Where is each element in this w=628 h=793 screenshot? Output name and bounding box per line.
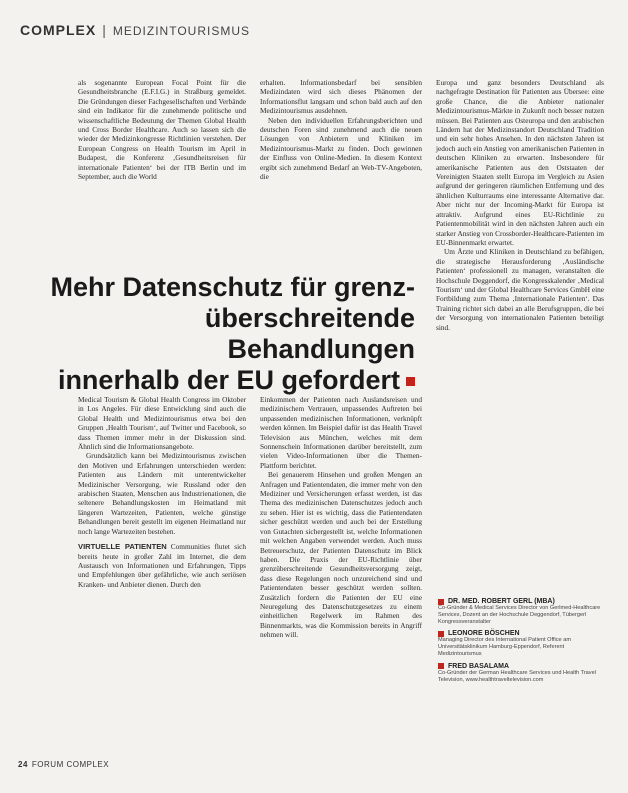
author-box bbox=[438, 598, 608, 688]
top-column-1 bbox=[78, 78, 246, 181]
page-footer bbox=[18, 760, 109, 769]
author-name: DR. MED. ROBERT GERL (MBA) bbox=[448, 598, 555, 605]
bottom-column-2 bbox=[260, 395, 422, 640]
headline-line-1: Mehr Datenschutz für grenz- bbox=[50, 272, 415, 302]
magazine-brand: COMPLEX bbox=[20, 22, 97, 38]
bottom-col1-after-subhead: Communities flutet sich bereits heute in großer Zahl im Internet, die dem Austausch von Informationen und Erfahrungen, Tipps und Empfehlungen über gefährliche, wie auch seriösen Kranken- und Anbieter dienen. Durch den bbox=[78, 542, 246, 589]
author-name: LEONORE BÖSCHEN bbox=[448, 630, 520, 638]
section-title: MEDIZINTOURISMUS bbox=[112, 24, 250, 38]
author-entry bbox=[438, 598, 608, 625]
subheading-virtuelle-patienten: VIRTUELLE PATIENTEN bbox=[78, 542, 167, 552]
right-col-paragraph-2: Um Ärzte und Kliniken in Deutschland zu befähigen, die strategische Herausforderung ‚Ausländische Patienten‘ professionell zu managen, veranstalten die Hochschule Deggendorf, die Kongresskalender ‚Medical Tourism‘ und der Global Healthcare Services GmbH eine Fortbildung zum Thema ‚Internationale Patienten‘. Das Training richtet sich dabei an alle Berufsgruppen, die bei der Versorgung von internationalen Patienten beteiligt sind. bbox=[436, 247, 604, 332]
red-bullet-icon bbox=[438, 631, 444, 637]
header-separator: | bbox=[102, 22, 107, 38]
bottom-col1-paragraph-3 bbox=[78, 542, 246, 589]
page-number: 24 bbox=[18, 760, 28, 769]
bottom-col1-paragraph-2: Grundsätzlich kann bei Medizintourismus zwischen den Motiven und Erfahrungen unterschieden werden: Patienten aus Ländern mit unterentwickelter Medizinischer Versorgung, wie Russland oder den arabischen Staaten, Menschen aus Industrienationen, die seltenere Behandlungskosten im Heimatland mit längeren Wartezeiten, Patienten, welche günstige Behandlungen bereit gestellt im eigenen Heimatland nur noch lange Wartezeiten bestehen. bbox=[78, 451, 246, 536]
headline-line-3: innerhalb der EU gefordert bbox=[57, 365, 400, 395]
bottom-column-1 bbox=[78, 395, 246, 589]
top-col1-paragraph: als sogenannte European Focal Point für die Gesundheitsbranche (E.F.I.G.) in Straßburg gemeldet. Die Gründungen dieser Fachgesellschaften und Verbände sind ein Indikator für die zunehmende politische und wissenschaftliche Bedeutung der Themen Global Health und Cross Border Healthcare. Auch so lassen sich die wieder der Medizinkongresse Richtlinien verstehen. Der European Congress on Health Tourism im April in Budapest, die Konferenz ‚Gesundheitsreisen für internationale Patienten‘ bei der ITB Berlin und im September, auch die World bbox=[78, 78, 246, 182]
article-headline bbox=[35, 272, 415, 396]
right-column bbox=[436, 78, 604, 332]
red-bullet-icon bbox=[438, 663, 444, 669]
top-column-2 bbox=[260, 78, 422, 181]
author-entry bbox=[438, 663, 608, 684]
headline-line-2: überschreitende Behandlungen bbox=[204, 303, 415, 364]
author-bio: Co-Gründer der German Healthcare Services und Health Travel Television, www.healthtraveltelevision.com bbox=[438, 669, 596, 683]
bottom-col2-paragraph-2: Bei genauerem Hinsehen und großen Mengen an Anfragen und Patientendaten, die immer mehr von den Mediziner und Versicherungen erfasst werden, ist das Thema des medizinischen Datenschutzes jedoch auch zu sehen. Hier ist es wichtig, dass die Patientendaten sicher geschützt werden und auch bei der Erstellung von Gutachten sichergestellt ist, welche Informationen mit welchen Angaben verwendet werden. Auch muss Betreuerschutz, der Patienten Datenschutz im Blick haben. Die Praxis der EU-Richtlinie über grenzüberschreitende Gesundheitsversorgung zeigt, dass diese Regelungen noch unzureichend sind und Patientendaten besser geschützt werden sollten. Zusätzlich fordern die Patienten der EU eine Neuregelung des Datenschutzgesetzes zu einem einheitlichen Regelwerk im Rahmen des Binnenmarkts, was die Kommission bereits in Angriff nehmen will. bbox=[260, 470, 422, 640]
bottom-col1-paragraph-1: Medical Tourism & Global Health Congress im Oktober in Los Angeles. Für diese Entwicklung sind auch die Global Health und Medizintourismus etwa bei den Gruppen ‚Health Tourism‘, auf Twitter und Facebook, so dass Themen immer mehr in der Diskussion sind. Ähnlich sind die Informationsangebote. bbox=[78, 395, 246, 452]
author-name: FRED BASALAMA bbox=[448, 662, 510, 670]
red-bullet-icon bbox=[438, 599, 444, 605]
top-col2-paragraph-1: erhalten. Informationsbedarf bei sensiblen Medizindaten wird sich dieses Phänomen der Informationsflut langsam und schon bald auch auf den Medizintourismus ausdehnen. bbox=[260, 78, 422, 116]
bottom-col2-paragraph-1: Einkommen der Patienten nach Auslandsreisen und medizinischem Vertrauen, unpassendes Auftreten bei unpassenden medizinischen Informationen, verknüpft werden können. Im Beispiel dafür ist das Health Travel Television aus München, welches mit dem Sonnenschein Informationen darüber bereitstellt, zum vielen Video-Informationen über die Themen-Plattform berichtet. bbox=[260, 395, 422, 470]
top-col2-paragraph-2: Neben den individuellen Erfahrungsberichten und deutschen Foren sind zunehmend auch die neuen Lösungen von Anbietern und Kliniken im Medizintourismus-Markt zu finden. Doch gewinnen der Einfluss von Online-Medien. In diesem Kontext ergibt sich zunehmend Bedarf an Web-TV-Angeboten, die bbox=[260, 115, 422, 182]
author-entry bbox=[438, 630, 608, 657]
author-bio: Co-Gründer & Medical Services Director von Gerlmed-Healthcare Services, Dozent an der Hochschule Deggendorf, Tübergerl Kongressveranstalter bbox=[438, 605, 601, 625]
author-bio: Managing Director des International Patient Office am Universitätsklinikum Hamburg-Eppendorf, Referent Medizintourismus bbox=[438, 637, 571, 657]
magazine-name: FORUM COMPLEX bbox=[31, 760, 110, 769]
right-col-paragraph-1: Europa und ganz besonders Deutschland als nachgefragte Destination für Patienten aus Übersee: eine große Chance, die die Anbieter nationaler Medizintourismus-Märkte in Zukunft noch besser nutzen müssen. Bei Patienten aus Osteuropa und den arabischen Ländern hat der Medizinstandort Deutschland Tradition und ein sehr hohes Ansehen. In den nächsten Jahren ist jedoch auch ein Anstieg von amerikanischen Patienten in deutschen Kliniken zu erwarten. Insbesondere für amerikanische Patienten aus den Oststaaten der Vereinigten Staaten stellt Europa im Vergleich zu Asien aufgrund der geringeren räumlichen Entfernung und des ähnlichen Kulturraums eine interessante Alternative dar. Aber nicht nur der Incoming-Markt für Europa ist attraktiv. Aufgrund eines EU-Richtlinie zu Patientenmobilität wird in den nächsten Jahren auch ein starker Anstieg von Crossborder-Healthcare-Patienten im EU-Binnenmarkt erwartet. bbox=[436, 78, 604, 247]
page-header bbox=[20, 22, 250, 38]
red-square-icon bbox=[406, 377, 415, 386]
